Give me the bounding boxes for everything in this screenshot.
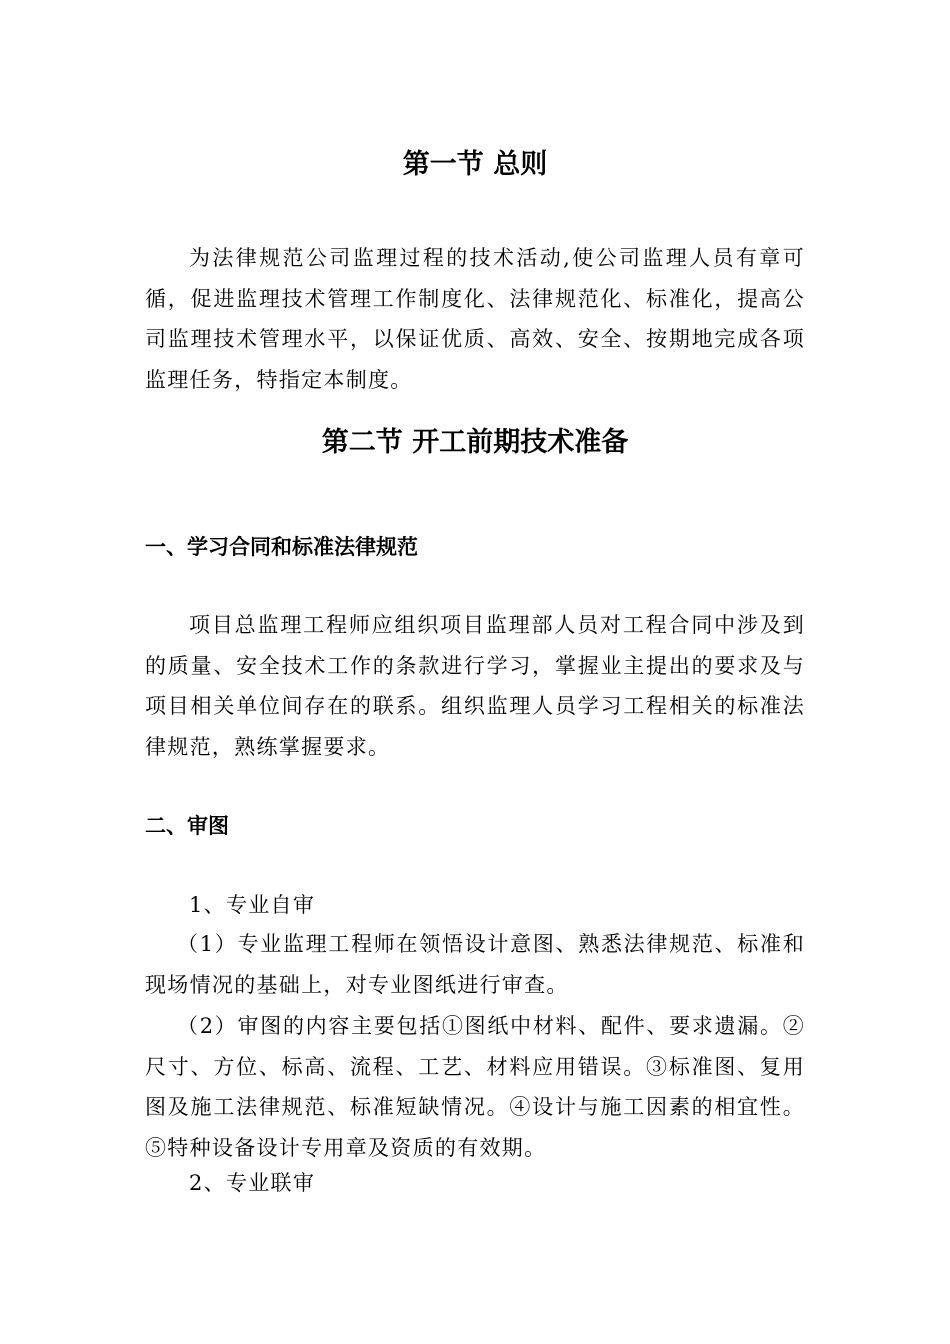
list-item-1-paragraph-1: （1）专业监理工程师在领悟设计意图、熟悉法律规范、标准和现场情况的基础上，对专业图纸进行审查。 [145,932,805,997]
subsection-2-title: 二、审图 [145,814,229,838]
subsection-1-paragraph: 项目总监理工程师应组织项目监理部人员对工程合同中涉及到的质量、安全技术工作的条款进行学习，掌握业主提出的要求及与项目相关单位间存在的联系。组织监理人员学习工程相关的标准法律规范，熟练掌握要求。 [145,613,805,759]
list-item-1-heading: 1、专业自审 [189,893,316,917]
subsection-1-title: 一、学习合同和标准法律规范 [145,535,418,559]
section-2-title: 第二节 开工前期技术准备 [321,427,629,458]
list-item-1-paragraph-2: （2）审图的内容主要包括①图纸中材料、配件、要求遗漏。②尺寸、方位、标高、流程、工艺、材料应用错误。③标准图、复用图及施工法律规范、标准短缺情况。④设计与施工因素的相宜性。⑤特种设备设计专用章及资质的有效期。 [145,1014,805,1160]
section-1-title: 第一节 总则 [402,149,548,180]
list-item-2-heading: 2、专业联审 [189,1171,316,1195]
section-1-paragraph: 为法律规范公司监理过程的技术活动,使公司监理人员有章可循，促进监理技术管理工作制度化、法律规范化、标准化，提高公司监理技术管理水平，以保证优质、高效、安全、按期地完成各项监理任务，特指定本制度。 [145,246,805,392]
